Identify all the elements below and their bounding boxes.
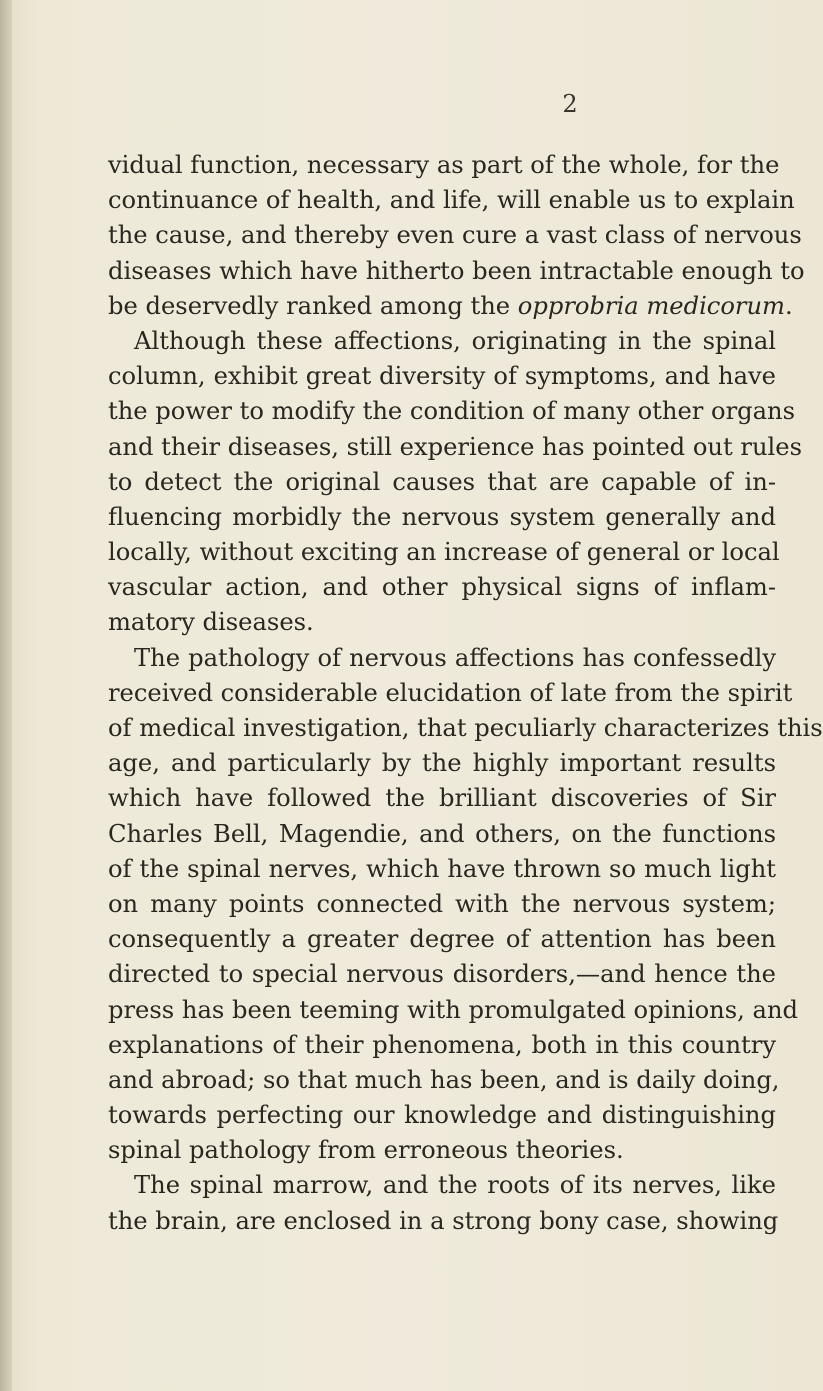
text-line: spinal pathology from erroneous theories. [108, 1136, 624, 1165]
text-run: . [785, 291, 793, 320]
text-line: which have followed the brilliant discoveries of Sir [108, 784, 776, 813]
text-run: be deservedly ranked among the [108, 291, 518, 320]
text-line: matory diseases. [108, 608, 314, 637]
text-line: and abroad; so that much has been, and is daily doing, [108, 1065, 780, 1094]
text-line: Charles Bell, Magendie, and others, on the functions [108, 819, 776, 848]
text-line: to detect the original causes that are capable of in- [108, 467, 776, 496]
text-line: towards perfecting our knowledge and distinguishing [108, 1101, 776, 1130]
text-line: and their diseases, still experience has pointed out rules [108, 432, 802, 461]
text-line: continuance of health, and life, will enable us to explain [108, 186, 795, 215]
text-line: consequently a greater degree of attention has been [108, 925, 776, 954]
page-number: 2 [562, 90, 578, 118]
text-line: the brain, are enclosed in a strong bony case, showing [108, 1206, 779, 1235]
body-text [108, 148, 823, 1239]
text-line: vidual function, necessary as part of the whole, for the [108, 151, 780, 179]
text-line: fluencing morbidly the nervous system generally and [108, 502, 776, 531]
text-line: column, exhibit great diversity of symptoms, and have [108, 362, 776, 391]
text-line: explanations of their phenomena, both in this country [108, 1030, 776, 1059]
paragraph-first-line: Although these affections, originating in the spinal [134, 326, 776, 355]
text-line: of medical investigation, that peculiarly characterizes this [108, 714, 823, 742]
text-line: age, and particularly by the highly important results [108, 749, 776, 778]
text-line: directed to special nervous disorders,—and hence the [108, 960, 776, 989]
text-line: the cause, and thereby even cure a vast class of nervous [108, 221, 802, 250]
text-line [108, 289, 793, 324]
italic-phrase: opprobria medicorum [517, 291, 785, 320]
page-binding-edge [0, 0, 12, 1391]
text-line: of the spinal nerves, which have thrown so much light [108, 854, 776, 883]
text-line: the power to modify the condition of many other organs [108, 397, 796, 426]
paragraph-first-line: The spinal marrow, and the roots of its nerves, like [134, 1171, 776, 1200]
text-line: received considerable elucidation of late from the spirit [108, 678, 793, 707]
text-line: vascular action, and other physical signs of inflam- [108, 573, 776, 602]
text-line: on many points connected with the nervous system; [108, 889, 776, 918]
text-line: locally, without exciting an increase of general or local [108, 538, 780, 567]
text-line: press has been teeming with promulgated opinions, and [108, 995, 799, 1024]
text-line: diseases which have hitherto been intractable enough to [108, 256, 805, 285]
paragraph-first-line: The pathology of nervous affections has confessedly [134, 643, 776, 672]
